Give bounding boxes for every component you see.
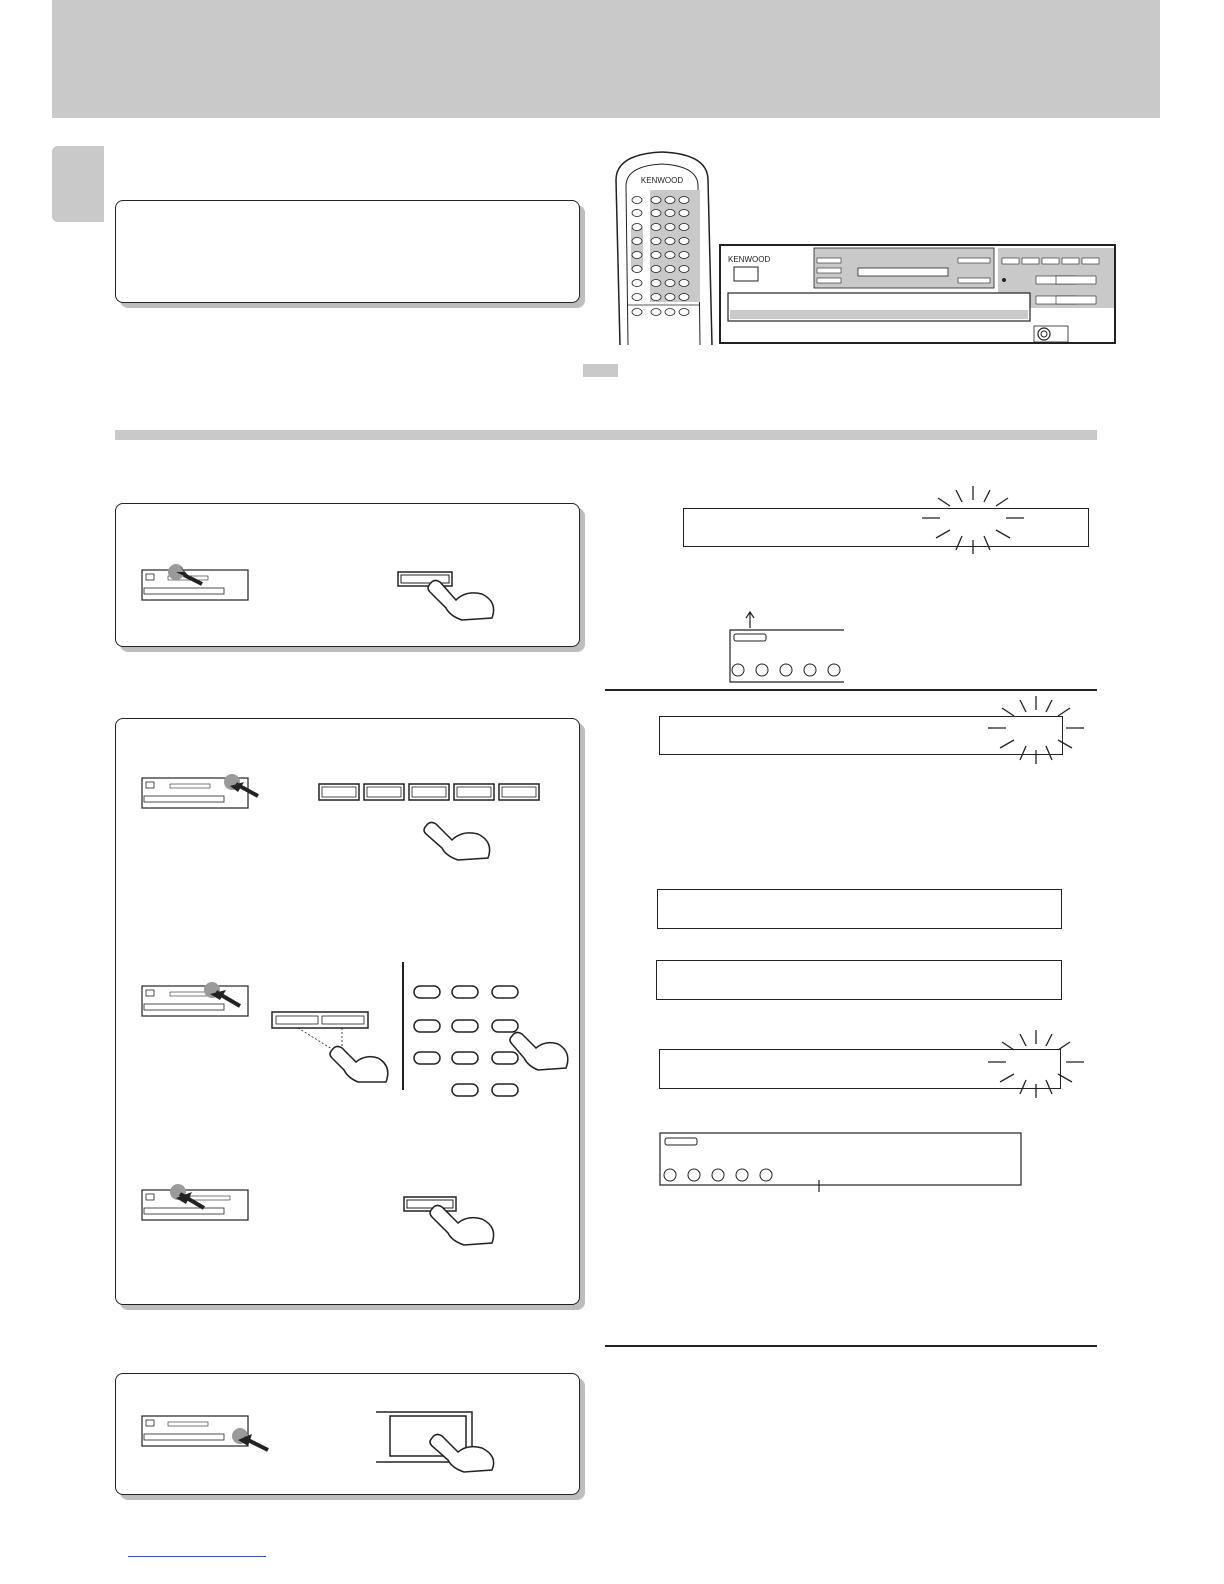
step2a-hand-press-icon bbox=[422, 818, 502, 863]
right-rule-2 bbox=[605, 1345, 1097, 1347]
step3-hand-press-icon bbox=[374, 1410, 504, 1472]
flashing-indicator-icon-2 bbox=[986, 694, 1086, 774]
section-tab bbox=[52, 146, 104, 222]
header-band bbox=[52, 0, 1160, 118]
flashing-indicator-icon-3 bbox=[986, 1028, 1086, 1108]
cd-player-icon bbox=[720, 245, 1115, 343]
numeric-keypad-icon bbox=[412, 982, 577, 1102]
small-gray-marker bbox=[583, 364, 618, 377]
right-rule-1 bbox=[605, 689, 1097, 691]
footer-link-underline[interactable] bbox=[128, 1556, 266, 1557]
indicator-panel-1 bbox=[726, 612, 851, 684]
display-panel-1 bbox=[683, 508, 1089, 547]
keypad-divider bbox=[402, 962, 404, 1090]
intro-note-box bbox=[115, 200, 580, 303]
step2a-player-icon bbox=[140, 770, 270, 810]
step2b-player-icon bbox=[140, 978, 270, 1018]
step3-player-icon bbox=[140, 1410, 280, 1456]
flashing-indicator-icon bbox=[918, 484, 1028, 564]
display-panel-4 bbox=[656, 960, 1062, 1000]
step1-player-icon bbox=[140, 562, 255, 602]
remote-brand: KENWOOD bbox=[640, 176, 684, 185]
step2c-player-icon bbox=[140, 1180, 270, 1226]
step2b-skip-buttons bbox=[270, 1010, 400, 1085]
section-divider bbox=[115, 430, 1097, 440]
display-panel-3 bbox=[657, 889, 1062, 929]
indicator-panel-2 bbox=[659, 1132, 1024, 1194]
remote-control-icon bbox=[616, 152, 712, 345]
step1-hand-press-icon bbox=[396, 568, 506, 623]
step2c-hand-press-icon bbox=[402, 1195, 512, 1250]
step2a-button-row bbox=[318, 782, 543, 802]
remote-and-player-illustration bbox=[612, 150, 1118, 350]
player-brand: KENWOOD bbox=[728, 255, 771, 264]
